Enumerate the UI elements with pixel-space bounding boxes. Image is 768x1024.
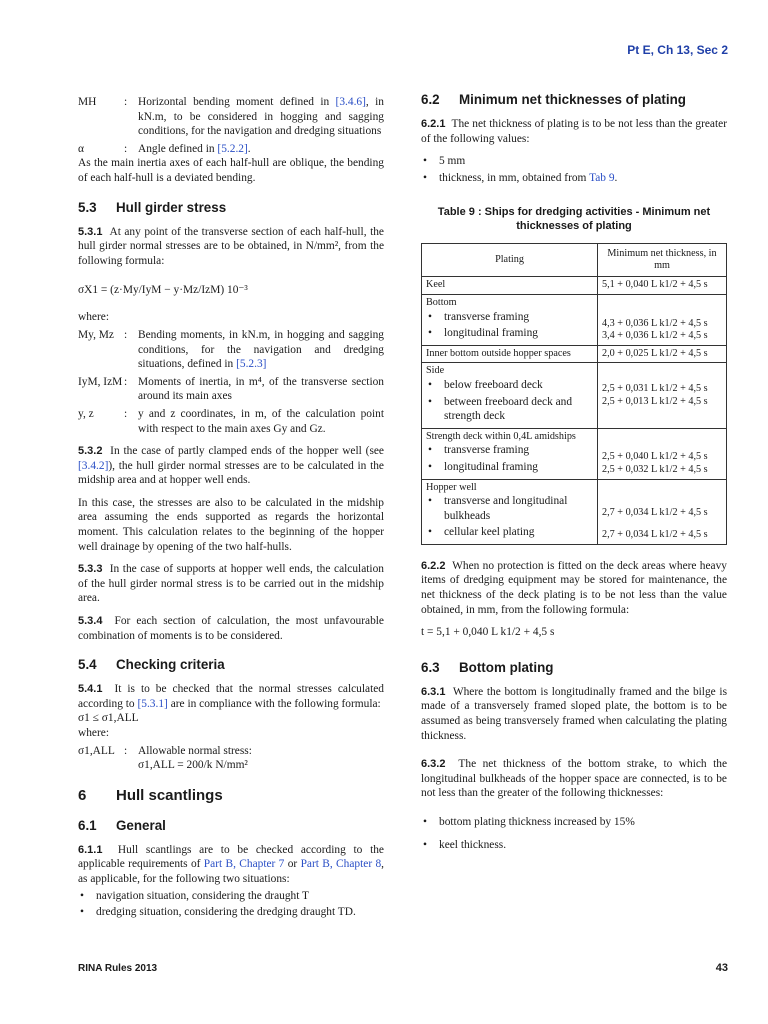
list-item: • thickness, in mm, obtained from Tab 9. (421, 171, 727, 186)
ref-link[interactable]: [5.3.1] (137, 697, 168, 710)
table-row: Side • below freeboard deck • between freeboard deck and strength deck 2,5 + 0,031 L k1/2 + 4,5 s 2,5 + 0,013 L k1/2 + 4,5 s (422, 363, 727, 428)
list-item: • 5 mm (421, 154, 727, 169)
section-heading: 6.1 General (78, 817, 166, 833)
definition-mh: MH : Horizontal bending moment defined in [3.4.6], in kN.m, to be considered in hogging and sagging conditions, for the navigation and dredging situations (78, 96, 384, 138)
page-number: 43 (715, 962, 728, 974)
table-row: Inner bottom outside hopper spaces 2,0 + 0,025 L k1/2 + 4,5 s (422, 345, 727, 363)
ref-link[interactable]: Part B, Chapter 8 (300, 858, 382, 871)
ref-link[interactable]: [5.2.2] (217, 142, 248, 155)
table-row: Hopper well • transverse and longitudinal bulkheads • cellular keel plating 2,7 + 0,034 L k1/2 + 4,5 s 2,7 + 0,034 L k1/2 + 4,5 s (422, 479, 727, 544)
bullet-list (78, 889, 384, 920)
formula: t = 5,1 + 0,040 L k1/2 + 4,5 s (421, 626, 555, 639)
footer-publication: RINA Rules 2013 (78, 963, 158, 974)
ref-link[interactable]: Tab 9 (589, 171, 615, 184)
paragraph: In this case, the stresses are also to be calculated in the midship area assuming the ends supported as regards the horizontal moment. This calculation relates to the beginning of the hopper well drainage by opening of the two half-hulls. (78, 496, 384, 553)
column-header: Minimum net thickness, in mm (598, 244, 727, 277)
thickness-table (421, 243, 727, 545)
right-column (421, 92, 727, 854)
paragraph: 5.4.1 It is to be checked that the normal stresses calculated according to [5.3.1] are in compliance with the following formula: (78, 683, 384, 710)
definition-inertia: IyM, IzM : Moments of inertia, in m⁴, of the transverse section around its main axes (78, 375, 384, 403)
formula: σX1 = (z·My/IyM − y·Mz/IzM) 10⁻³ (78, 284, 248, 297)
definition-sigma-all: σ1,ALL : Allowable normal stress: (78, 744, 252, 757)
paragraph: 6.2.2 When no protection is fitted on the deck areas where heavy items of dredging equipment may be stored for maintenance, the net thickness of the deck plating is to be not less than the value obtained, in mm, from the following formula: (421, 559, 727, 616)
left-column: MH : Horizontal bending moment defined in [3.4.6], in kN.m, to be considered in hogging and sagging conditions, for the navigation and dredging situations α : Angle defined in [5.2.2]. As the main inertia axes of each half-hull are oblique, the bending of each half-hull is a deviated bending. 5.3 Hull girder stress 5.3.1 At any point of the transverse section of each half-hull, the hull girder normal stresses are to be obtained, in N/mm², from the following formula: σX1 = (z·My/IyM − y·Mz/IzM) 10⁻³ where: My, Mz : Bending moments, in kN.m, in hogging and sagging conditions, for the navigation and dredging situations, defined in [5.2.3] IyM, IzM : Moments of inertia, in m⁴, of the transverse section around its main axes y, z : y and z coordinates, in m, of the calculation point with respect to the main axes Gy and Gz. 5.3.2 In the case of partly clamped ends of the hopper well (see [3.4.2]), the hull girder normal stresses are to be calculated in the midship area and at hopper well ends. In this case, the stresses are also to be calculated in the midship area assuming the ends supported as regards the horizontal moment. This calculation relates to the beginning of the hopper well drainage by opening of the two half-hulls. 5.3.3 In the case of supports at hopper well ends, the calculation of the hull girder normal stress is to be carried out in the midship area. 5.3.4 For each section of calculation, the most unfavourable combination of moments is to be considered. 5.4 Checking criteria 5.4.1 It is to be checked that the normal stresses calculated according to [5.3.1] are in compliance with the following formula: σ1 ≤ σ1,ALL where: σ1,ALL : Allowable normal stress: σ1,ALL = 200/k N/mm² 6 Hull scantlings 6.1 General 6.1.1 Hull scantlings are to be checked according to the applicable requirements of Part B, Chapter 7 or Part B, Chapter 8, as applicable, for the following two situations: • navigation situation, considering the draught T • dredging situation, considering the dredging draught TD. (78, 92, 384, 922)
paragraph: 5.3.4 For each section of calculation, the most unfavourable combination of moments is to be considered. (78, 615, 384, 642)
paragraph: 5.3.1 At any point of the transverse section of each half-hull, the hull girder normal stresses are to be obtained, in N/mm², from the following formula: (78, 225, 384, 267)
symbol: MH (78, 96, 97, 108)
table-caption: Table 9 : Ships for dredging activities - Minimum net thicknesses of plating (437, 206, 711, 233)
chapter-heading: 6 Hull scantlings (78, 786, 223, 804)
paragraph: As the main inertia axes of each half-hull are oblique, the bending of each half-hull is a deviated bending. (78, 157, 384, 184)
ref-link[interactable]: [5.2.3] (236, 358, 267, 371)
paragraph: 5.3.3 In the case of supports at hopper well ends, the calculation of the hull girder normal stress is to be carried out in the midship area. (78, 563, 384, 605)
section-heading: 6.3 Bottom plating (421, 659, 554, 675)
paragraph: 5.3.2 In the case of partly clamped ends of the hopper well (see [3.4.2]), the hull girder normal stresses are to be calculated in the midship area and at hopper well ends. (78, 445, 384, 487)
paragraph: 6.3.1 Where the bottom is longitudinally framed and the bilge is made of a transversely framed sloped plate, the bottom is to be assumed as being transversely framed when calculating the plating thickness. (421, 685, 728, 742)
list-item: • bottom plating thickness increased by 15% (421, 815, 727, 830)
table-row: Strength deck within 0,4L amidships • transverse framing • longitudinal framing 2,5 + 0,040 L k1/2 + 4,5 s 2,5 + 0,032 L k1/2 + 4,5 s (422, 428, 727, 479)
paragraph: 6.2.1 The net thickness of plating is to be not less than the greater of the following values: (421, 118, 727, 145)
list-item: • dredging situation, considering the dredging draught TD. (78, 905, 384, 920)
definition-alpha: α : Angle defined in [5.2.2]. (78, 142, 251, 155)
formula: σ1 ≤ σ1,ALL (78, 712, 139, 725)
definition-my: My, Mz : Bending moments, in kN.m, in hogging and sagging conditions, for the navigation and dredging situations, defined in [5.2.3] (78, 328, 384, 371)
list-item: • keel thickness. (421, 838, 727, 853)
list-item: • navigation situation, considering the draught T (78, 889, 384, 904)
definition-yz: y, z : y and z coordinates, in m, of the calculation point with respect to the main axes Gy and Gz. (78, 407, 384, 435)
ref-link[interactable]: [3.4.6] (335, 96, 366, 108)
table-header-row (422, 244, 727, 277)
bullet-list (421, 154, 727, 185)
section-heading: 5.3 Hull girder stress (78, 199, 227, 215)
ref-link[interactable]: [3.4.2] (78, 459, 109, 472)
ref-link[interactable]: Part B, Chapter 7 (203, 858, 285, 871)
column-header: Plating (422, 244, 598, 277)
bullet-list (421, 815, 727, 852)
table-row: Keel 5,1 + 0,040 L k1/2 + 4,5 s (422, 277, 727, 295)
paragraph: 6.3.2 The net thickness of the bottom strake, to which the longitudinal bulkheads of the hopper space are connected, is to be not less than the greater of the following thicknesses: (421, 758, 728, 800)
section-heading: 5.4 Checking criteria (78, 657, 225, 673)
section-heading: 6.2 Minimum net thicknesses of plating (421, 92, 686, 107)
table-row: Bottom • transverse framing • longitudinal framing 4,3 + 0,036 L k1/2 + 4,5 s 3,4 + 0,036 L k1/2 + 4,5 s (422, 294, 727, 345)
formula: σ1,ALL = 200/k N/mm² (138, 759, 248, 772)
running-header: Pt E, Ch 13, Sec 2 (627, 43, 728, 57)
paragraph: 6.1.1 Hull scantlings are to be checked according to the applicable requirements of Part B, Chapter 7 or Part B, Chapter 8, as applicable, for the following two situations: (78, 843, 385, 885)
